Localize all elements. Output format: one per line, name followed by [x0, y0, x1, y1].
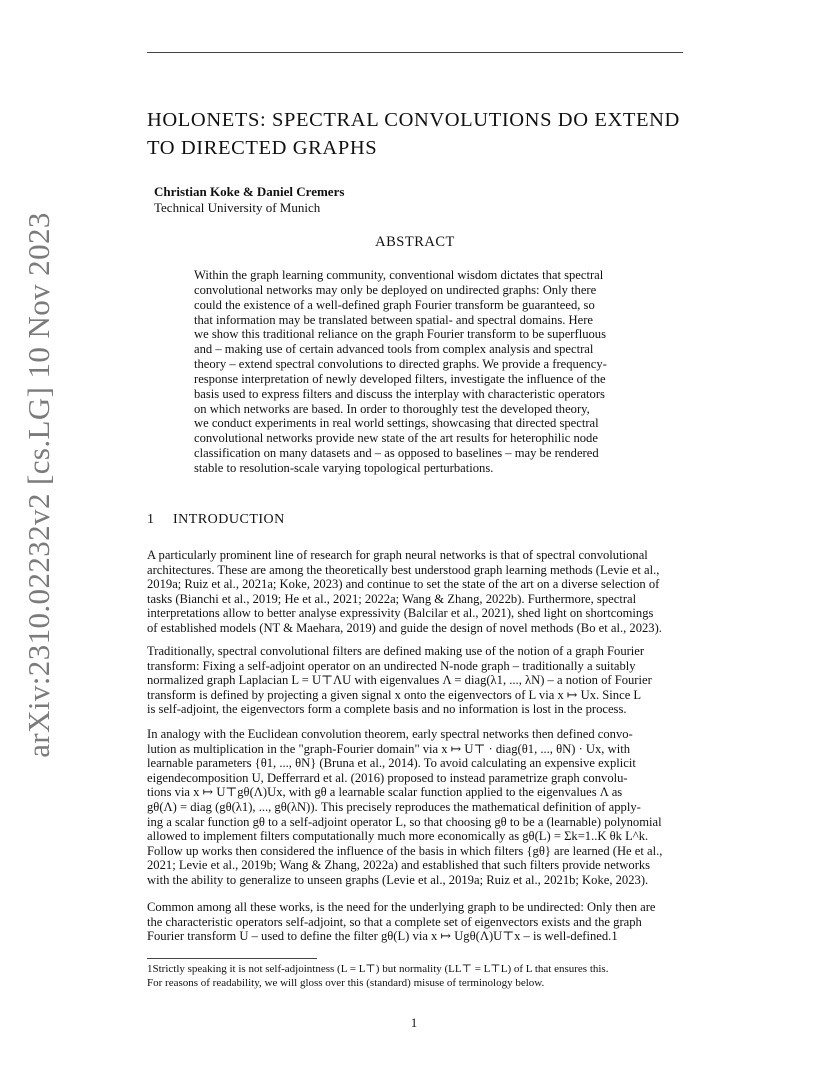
paragraph-line: Follow up works then considered the influence of the basis in which filters {gθ} are learned (He et al., [147, 843, 663, 858]
page-number: 1 [410, 1016, 418, 1030]
paragraph-line: with the ability to generalize to unseen graphs (Levie et al., 2019a; Ruiz et al., 2021b; Koke, 2023). [147, 872, 649, 887]
footnote-rule [147, 958, 317, 959]
paragraph-line: transform is defined by projecting a given signal x onto the eigenvectors of L via x ↦ Ux. Since L [147, 687, 642, 702]
top-rule [147, 52, 683, 53]
affiliation: Technical University of Munich [154, 200, 321, 215]
section-number: 1 [147, 512, 155, 527]
title-line: TO DIRECTED GRAPHS [147, 137, 378, 159]
abstract-line: convolutional networks provide new state of the art results for heterophilic node [194, 431, 598, 446]
paragraph-line: the characteristic operators self-adjoint, so that a complete set of eigenvectors exists and the graph [147, 914, 642, 929]
abstract-line: Within the graph learning community, conventional wisdom dictates that spectral [194, 268, 604, 282]
section-title: INTRODUCTION [173, 512, 285, 527]
abstract-line: and – making use of certain advanced tools from complex analysis and spectral [194, 342, 594, 357]
paragraph-line: Common among all these works, is the need for the underlying graph to be undirected: Only then are [147, 900, 656, 914]
paragraph-line: Traditionally, spectral convolutional filters are defined making use of the notion of a graph Fourier [147, 644, 645, 658]
paragraph [147, 548, 683, 636]
footnote [147, 962, 687, 990]
title-line: HOLONETS: SPECTRAL CONVOLUTIONS DO EXTEND [147, 109, 680, 131]
paragraph [147, 900, 683, 944]
abstract-body [194, 268, 638, 476]
paragraph-line: architectures. These are among the theoretically best understood graph learning methods (Levie et al., [147, 562, 660, 577]
paragraph-line: tions via x ↦ U⊤gθ(Λ)Ux, with gθ a learnable scalar function applied to the eigenvalues Λ as [147, 785, 623, 800]
paragraph-line: interpretations allow to better analyse expressivity (Balcilar et al., 2021), shed light on shortcomings [147, 606, 654, 621]
paragraph-line: of established models (NT & Maehara, 2019) and guide the design of novel methods (Bo et al., 2023). [147, 620, 662, 635]
paragraph-line: ing a scalar function gθ to a self-adjoint operator L, so that choosing gθ to be a (learnable) polynomial [147, 814, 662, 829]
abstract-line: convolutional networks may only be deployed on undirected graphs: Only there [194, 282, 597, 297]
paragraph-line: learnable parameters {θ1, ..., θN} (Bruna et al., 2014). To avoid calculating an expensive explicit [147, 756, 636, 771]
paragraph-line: A particularly prominent line of research for graph neural networks is that of spectral convolutional [147, 548, 648, 562]
abstract-line: basis used to express filters and discuss the interplay with characteristic operators [194, 386, 605, 401]
arxiv-sidebar [8, 212, 70, 758]
paragraph [147, 727, 683, 888]
footnote-line: 1Strictly speaking it is not self-adjointness (L = L⊤) but normality (LL⊤ = L⊤L) of L that ensures this. [147, 963, 609, 975]
abstract-line: theory – extend spectral convolutions to directed graphs. We provide a frequency- [194, 357, 607, 372]
paragraph-line: lution as multiplication in the "graph-Fourier domain" via x ↦ U⊤ · diag(θ1, ..., θN) · Ux, with [147, 741, 630, 756]
paragraph-line: allowed to implement filters computationally much more economically as gθ(L) = Σk=1..K θk L^k. [147, 829, 649, 844]
paragraph-line: 2019a; Ruiz et al., 2021a; Koke, 2023) and continue to set the state of the art on a diverse selection of [147, 577, 660, 592]
paper-title [147, 106, 707, 162]
paragraph-line: transform: Fixing a self-adjoint operator on an undirected N-node graph – traditionally a suitably [147, 658, 636, 673]
abstract-line: response interpretation of newly developed filters, investigate the influence of the [194, 371, 606, 386]
abstract-line: could the existence of a well-defined graph Fourier transform be guaranteed, so [194, 297, 595, 312]
abstract-heading: ABSTRACT [375, 234, 455, 250]
abstract-line: we conduct experiments in real world settings, showcasing that directed spectral [194, 416, 599, 431]
author-names: Christian Koke & Daniel Cremers [154, 184, 345, 199]
author-block [154, 184, 344, 216]
abstract-line: on which networks are based. In order to thoroughly test the developed theory, [194, 401, 590, 416]
paragraph-line: Fourier transform U – used to define the filter gθ(L) via x ↦ Ugθ(Λ)U⊤x – is well-defined.1 [147, 929, 618, 944]
paragraph-line: normalized graph Laplacian L = U⊤ΛU with eigenvalues Λ = diag(λ1, ..., λN) – a notion of Fourier [147, 673, 652, 688]
abstract-line: that information may be translated between spatial- and spectral domains. Here [194, 312, 594, 327]
paragraph-line: In analogy with the Euclidean convolution theorem, early spectral networks then defined convo- [147, 727, 633, 741]
arxiv-identifier: arXiv:2310.02232v2 [cs.LG] 10 Nov 2023 [21, 212, 56, 758]
abstract-line: we show this traditional reliance on the graph Fourier transform to be superfluous [194, 327, 606, 342]
section-heading [147, 512, 285, 528]
paragraph-line: gθ(Λ) = diag (gθ(λ1), ..., gθ(λN)). This precisely reproduces the mathematical definition of apply- [147, 799, 641, 814]
paragraph-line: 2021; Levie et al., 2019b; Wang & Zhang, 2022a) and established that such filters provide networks [147, 858, 651, 873]
abstract-line: classification on many datasets and – as opposed to baselines – may be rendered [194, 446, 599, 461]
abstract-line: stable to resolution-scale varying topological perturbations. [194, 460, 494, 475]
paragraph-line: eigendecomposition U, Defferrard et al. (2016) proposed to instead parametrize graph convolu- [147, 770, 628, 785]
paragraph [147, 644, 683, 717]
paragraph-line: tasks (Bianchi et al., 2019; He et al., 2021; 2022a; Wang & Zhang, 2022b). Furthermore, spectral [147, 591, 637, 606]
paragraph-line: is self-adjoint, the eigenvectors form a complete basis and no information is lost in the process. [147, 702, 627, 717]
footnote-line: For reasons of readability, we will gloss over this (standard) misuse of terminology below. [147, 977, 545, 989]
